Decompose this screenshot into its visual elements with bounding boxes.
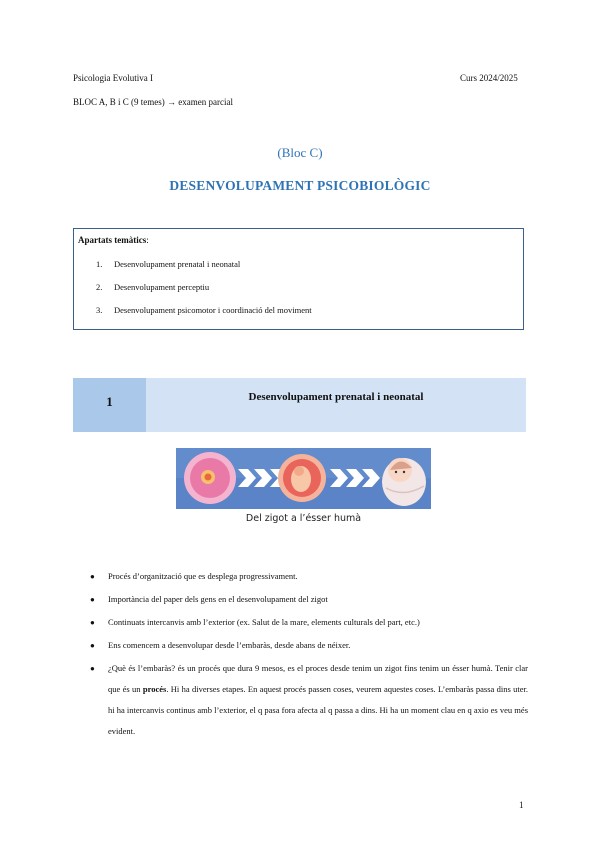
zygote-to-baby-illustration — [176, 448, 431, 509]
section-title-cell — [146, 378, 526, 432]
page-number: 1 — [519, 800, 524, 810]
toc-item-label: Desenvolupament psicomotor i coordinació del moviment — [114, 305, 312, 315]
bullet-dot-icon: ● — [90, 664, 95, 673]
bullet-dot-icon: ● — [90, 572, 95, 581]
section-title: Desenvolupament prenatal i neonatal — [248, 391, 424, 403]
toc-heading-colon: : — [146, 235, 149, 245]
toc-heading — [78, 235, 149, 245]
bullet-dot-icon: ● — [90, 595, 95, 604]
toc-item-2 — [96, 282, 209, 292]
toc-item-label: Desenvolupament perceptiu — [114, 282, 210, 292]
bullet-text: Importància del paper dels gens en el desenvolupament del zigot — [108, 594, 328, 604]
bullet-dot-icon: ● — [90, 641, 95, 650]
course-year: Curs 2024/2025 — [460, 73, 518, 83]
figure-caption: Del zigot a l’ésser humà — [245, 513, 362, 524]
bullet-dot-icon: ● — [90, 618, 95, 627]
bullet-text-pre: ¿Què és l’embaràs? és un procés que dura 9 mesos, es el proces desde tenim un zigot fins tenim un ésser humà. Tenir clar que és un — [108, 663, 528, 694]
toc-item-3 — [96, 305, 312, 315]
bullet-item-5 — [90, 658, 528, 742]
toc-heading-text: Apartats temàtics — [78, 235, 147, 245]
bullet-item-1 — [90, 566, 528, 587]
bullet-text-post: . Hi ha diverses etapes. En aquest procés passen coses, veurem aquestes coses. L’embaràs passa dins uter. hi ha intercanvis continus amb l’exterior, el q pasa fora afecta al q passa a dins. Hi ha un moment clau en q axio es veu més evident. — [108, 684, 528, 736]
toc-item-number: 1. — [96, 259, 103, 269]
bullet-item-3 — [90, 612, 528, 633]
toc-item-number: 2. — [96, 282, 103, 292]
toc-item-1 — [96, 259, 240, 269]
toc-item-number: 3. — [96, 305, 103, 315]
bullet-item-4 — [90, 635, 528, 656]
course-name: Psicologia Evolutiva I — [73, 73, 153, 83]
baby-icon — [382, 458, 426, 506]
bullet-text-bold: procés — [142, 684, 167, 694]
toc-item-label: Desenvolupament prenatal i neonatal — [114, 259, 241, 269]
toc-box — [73, 228, 524, 330]
exam-scope: BLOC A, B i C (9 temes) → examen parcial — [73, 97, 233, 107]
bullet-text: Continuats intercanvis amb l’exterior (ex. Salut de la mare, elements culturals del part, etc.) — [108, 617, 420, 627]
bullet-text: Procés d’organització que es desplega progressivament. — [108, 571, 298, 581]
bullet-text: Ens comencem a desenvolupar desde l’embaràs, desde abans de néixer. — [108, 640, 351, 650]
bullet-item-2 — [90, 589, 528, 610]
section-number: 1 — [106, 394, 113, 409]
page-title: DESENVOLUPAMENT PSICOBIOLÒGIC — [169, 178, 431, 193]
section-number-cell — [73, 378, 146, 432]
block-subtitle: (Bloc C) — [277, 145, 323, 160]
